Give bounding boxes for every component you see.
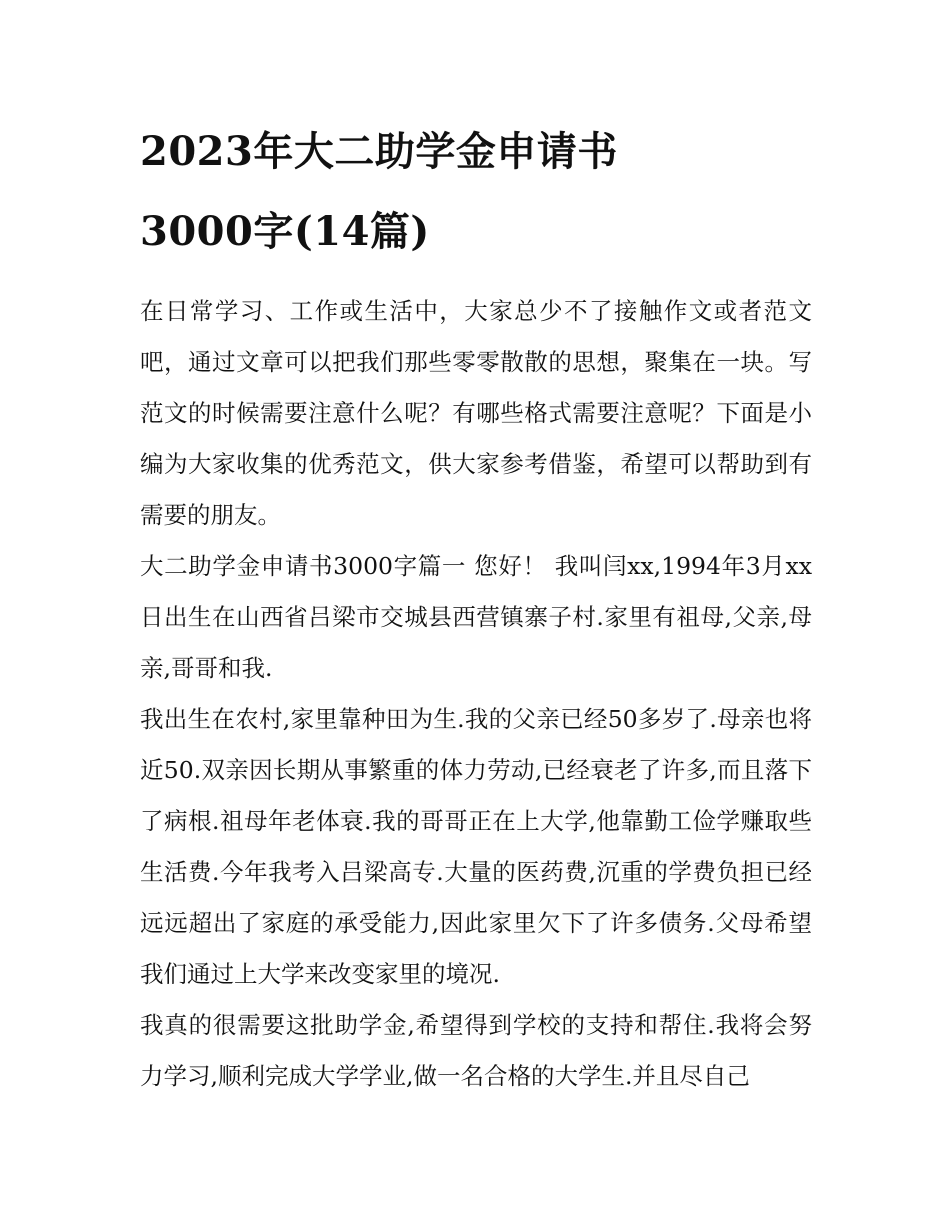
document-body — [140, 112, 812, 1102]
title-line-1: 2023年大二助学金申请书 — [140, 128, 618, 175]
title-line-2: 3000字(14篇) — [140, 208, 430, 255]
document-title — [140, 112, 812, 272]
paragraph-self-introduction: 大二助学金申请书3000字篇一 您好！ 我叫闫xx,1994年3月xx日出生在山西省吕梁市交城县西营镇寨子村.家里有祖母,父亲,母亲,哥哥和我. — [140, 552, 812, 682]
paragraph-intro: 在日常学习、工作或生活中，大家总少不了接触作文或者范文吧，通过文章可以把我们那些零零散散的思想，聚集在一块。写范文的时候需要注意什么呢？有哪些格式需要注意呢？下面是小编为大家收集的优秀范文，供大家参考借鉴，希望可以帮助到有需要的朋友。 — [140, 297, 812, 529]
paragraph-request: 我真的很需要这批助学金,希望得到学校的支持和帮住.我将会努力学习,顺利完成大学学业,做一名合格的大学生.并且尽自己 — [140, 1011, 812, 1090]
paragraph-family-situation: 我出生在农村,家里靠种田为生.我的父亲已经50多岁了.母亲也将近50.双亲因长期从事繁重的体力劳动,已经衰老了许多,而且落下了病根.祖母年老体衰.我的哥哥正在上大学,他靠勤工俭学赚取些生活费.今年我考入吕梁高专.大量的医药费,沉重的学费负担已经远远超出了家庭的承受能力,因此家里欠下了许多债务.父母希望我们通过上大学来改变家里的境况. — [140, 705, 812, 988]
